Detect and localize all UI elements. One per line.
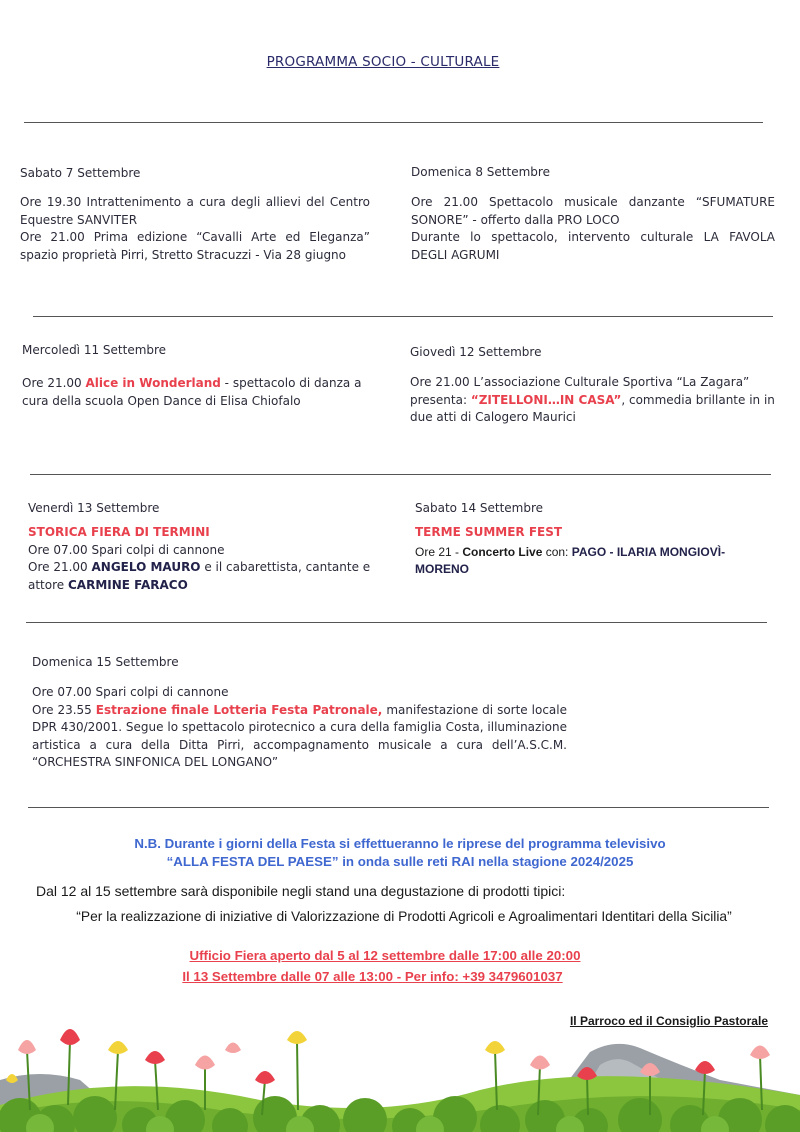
divider — [30, 474, 771, 475]
divider — [24, 122, 763, 123]
event-line: Ore 23.55 Estrazione finale Lotteria Festa Patronale, manifestazione di sorte locale DPR 430/2001. Segue lo spettacolo pirotecnico a cura della famiglia Costa, illuminazione artistica a cura della Ditta Pirri, accompagnamento musicale a cura dell’A.S.C.M. “ORCHESTRA SINFONICA DEL LONGANO” — [32, 702, 567, 770]
event-giovedi-12 — [410, 345, 775, 427]
divider — [33, 316, 773, 317]
event-mercoledi-11 — [22, 343, 372, 410]
event-line: Ore 21.00 Prima edizione “Cavalli Arte ed Eleganza” spazio proprietà Pirri, Stretto Stracuzzi - Via 28 giugno — [20, 230, 370, 262]
event-date: Venerdì 13 Settembre — [28, 501, 160, 515]
artist-name: ANGELO MAURO — [91, 560, 201, 575]
event-sabato-7 — [20, 166, 370, 264]
event-sabato-14 — [415, 501, 770, 579]
artist-name: CARMINE FARACO — [67, 577, 188, 592]
event-description — [20, 194, 370, 264]
event-description — [411, 194, 775, 264]
event-description — [415, 524, 770, 579]
event-line: Durante lo spettacolo, intervento culturale LA FAVOLA DEGLI AGRUMI — [411, 230, 775, 262]
event-line: Ore 21.00 ANGELO MAURO e il cabarettista, cantante e attore CARMINE FARACO — [28, 560, 371, 592]
office-info: Il 13 Settembre dalle 07 alle 13:00 - Per info: +39 3479601037 — [182, 969, 563, 984]
office-hours: Ufficio Fiera aperto dal 5 al 12 settembre dalle 17:00 alle 20:00 — [189, 948, 581, 963]
tasting-note: Dal 12 al 15 settembre sarà disponibile negli stand una degustazione di prodotti tipici: — [36, 883, 566, 899]
artist-name: PAGO - ILARIA MONGIOVÌ- MORENO — [415, 544, 726, 577]
divider — [26, 622, 767, 623]
event-description: Ore 21.00 L’associazione Culturale Sportiva “La Zagara” presenta: “ZITELLONI…IN CASA”, commedia brillante in in due atti di Calogero Maurici — [410, 375, 775, 425]
event-date: Giovedì 12 Settembre — [410, 345, 542, 359]
event-line: Ore 07.00 Spari colpi di cannone — [28, 542, 225, 557]
event-date: Domenica 8 Settembre — [411, 165, 550, 179]
event-domenica-8 — [411, 165, 775, 264]
event-heading: TERME SUMMER FEST — [415, 525, 563, 539]
event-line: Ore 19.30 Intrattenimento a cura degli allievi del Centro Equestre SANVITER — [20, 195, 370, 227]
event-date: Sabato 7 Settembre — [20, 166, 141, 180]
page-title: PROGRAMMA SOCIO - CULTURALE — [266, 54, 500, 70]
lottery-title: Estrazione finale Lotteria Festa Patronale, — [95, 702, 383, 717]
flower-meadow-decoration — [0, 1010, 800, 1132]
divider — [28, 807, 769, 808]
event-description — [28, 524, 390, 594]
event-line: Ore 21.00 Spettacolo musicale danzante “SFUMATURE SONORE” - offerto dalla PRO LOCO — [411, 195, 775, 227]
signature: Il Parroco ed il Consiglio Pastorale — [569, 1014, 768, 1028]
event-venerdi-13 — [28, 501, 390, 594]
event-date: Sabato 14 Settembre — [415, 501, 544, 515]
event-description: Ore 21.00 Alice in Wonderland - spettacolo di danza a cura della scuola Open Dance di Elisa Chiofalo — [22, 376, 362, 408]
initiative-quote: “Per la realizzazione di iniziative di Valorizzazione di Prodotti Agricoli e Agroalimentari Identitari della Sicilia” — [76, 909, 732, 924]
event-description — [32, 684, 567, 772]
event-heading: STORICA FIERA DI TERMINI — [28, 525, 210, 539]
tv-note: N.B. Durante i giorni della Festa si effettueranno le riprese del programma televisivo “ALLA FESTA DEL PAESE” in onda sulle reti RAI nella stagione 2024/2025 — [134, 836, 666, 869]
show-title: Alice in Wonderland — [85, 376, 221, 390]
event-line: Ore 07.00 Spari colpi di cannone — [32, 685, 229, 699]
event-date: Domenica 15 Settembre — [32, 655, 179, 669]
event-domenica-15 — [32, 655, 567, 772]
event-line: Ore 21 - Concerto Live con: PAGO - ILARIA MONGIOVÌ- MORENO — [415, 544, 726, 577]
event-date: Mercoledì 11 Settembre — [22, 343, 167, 357]
show-title: “ZITELLONI…IN CASA” — [470, 392, 622, 407]
